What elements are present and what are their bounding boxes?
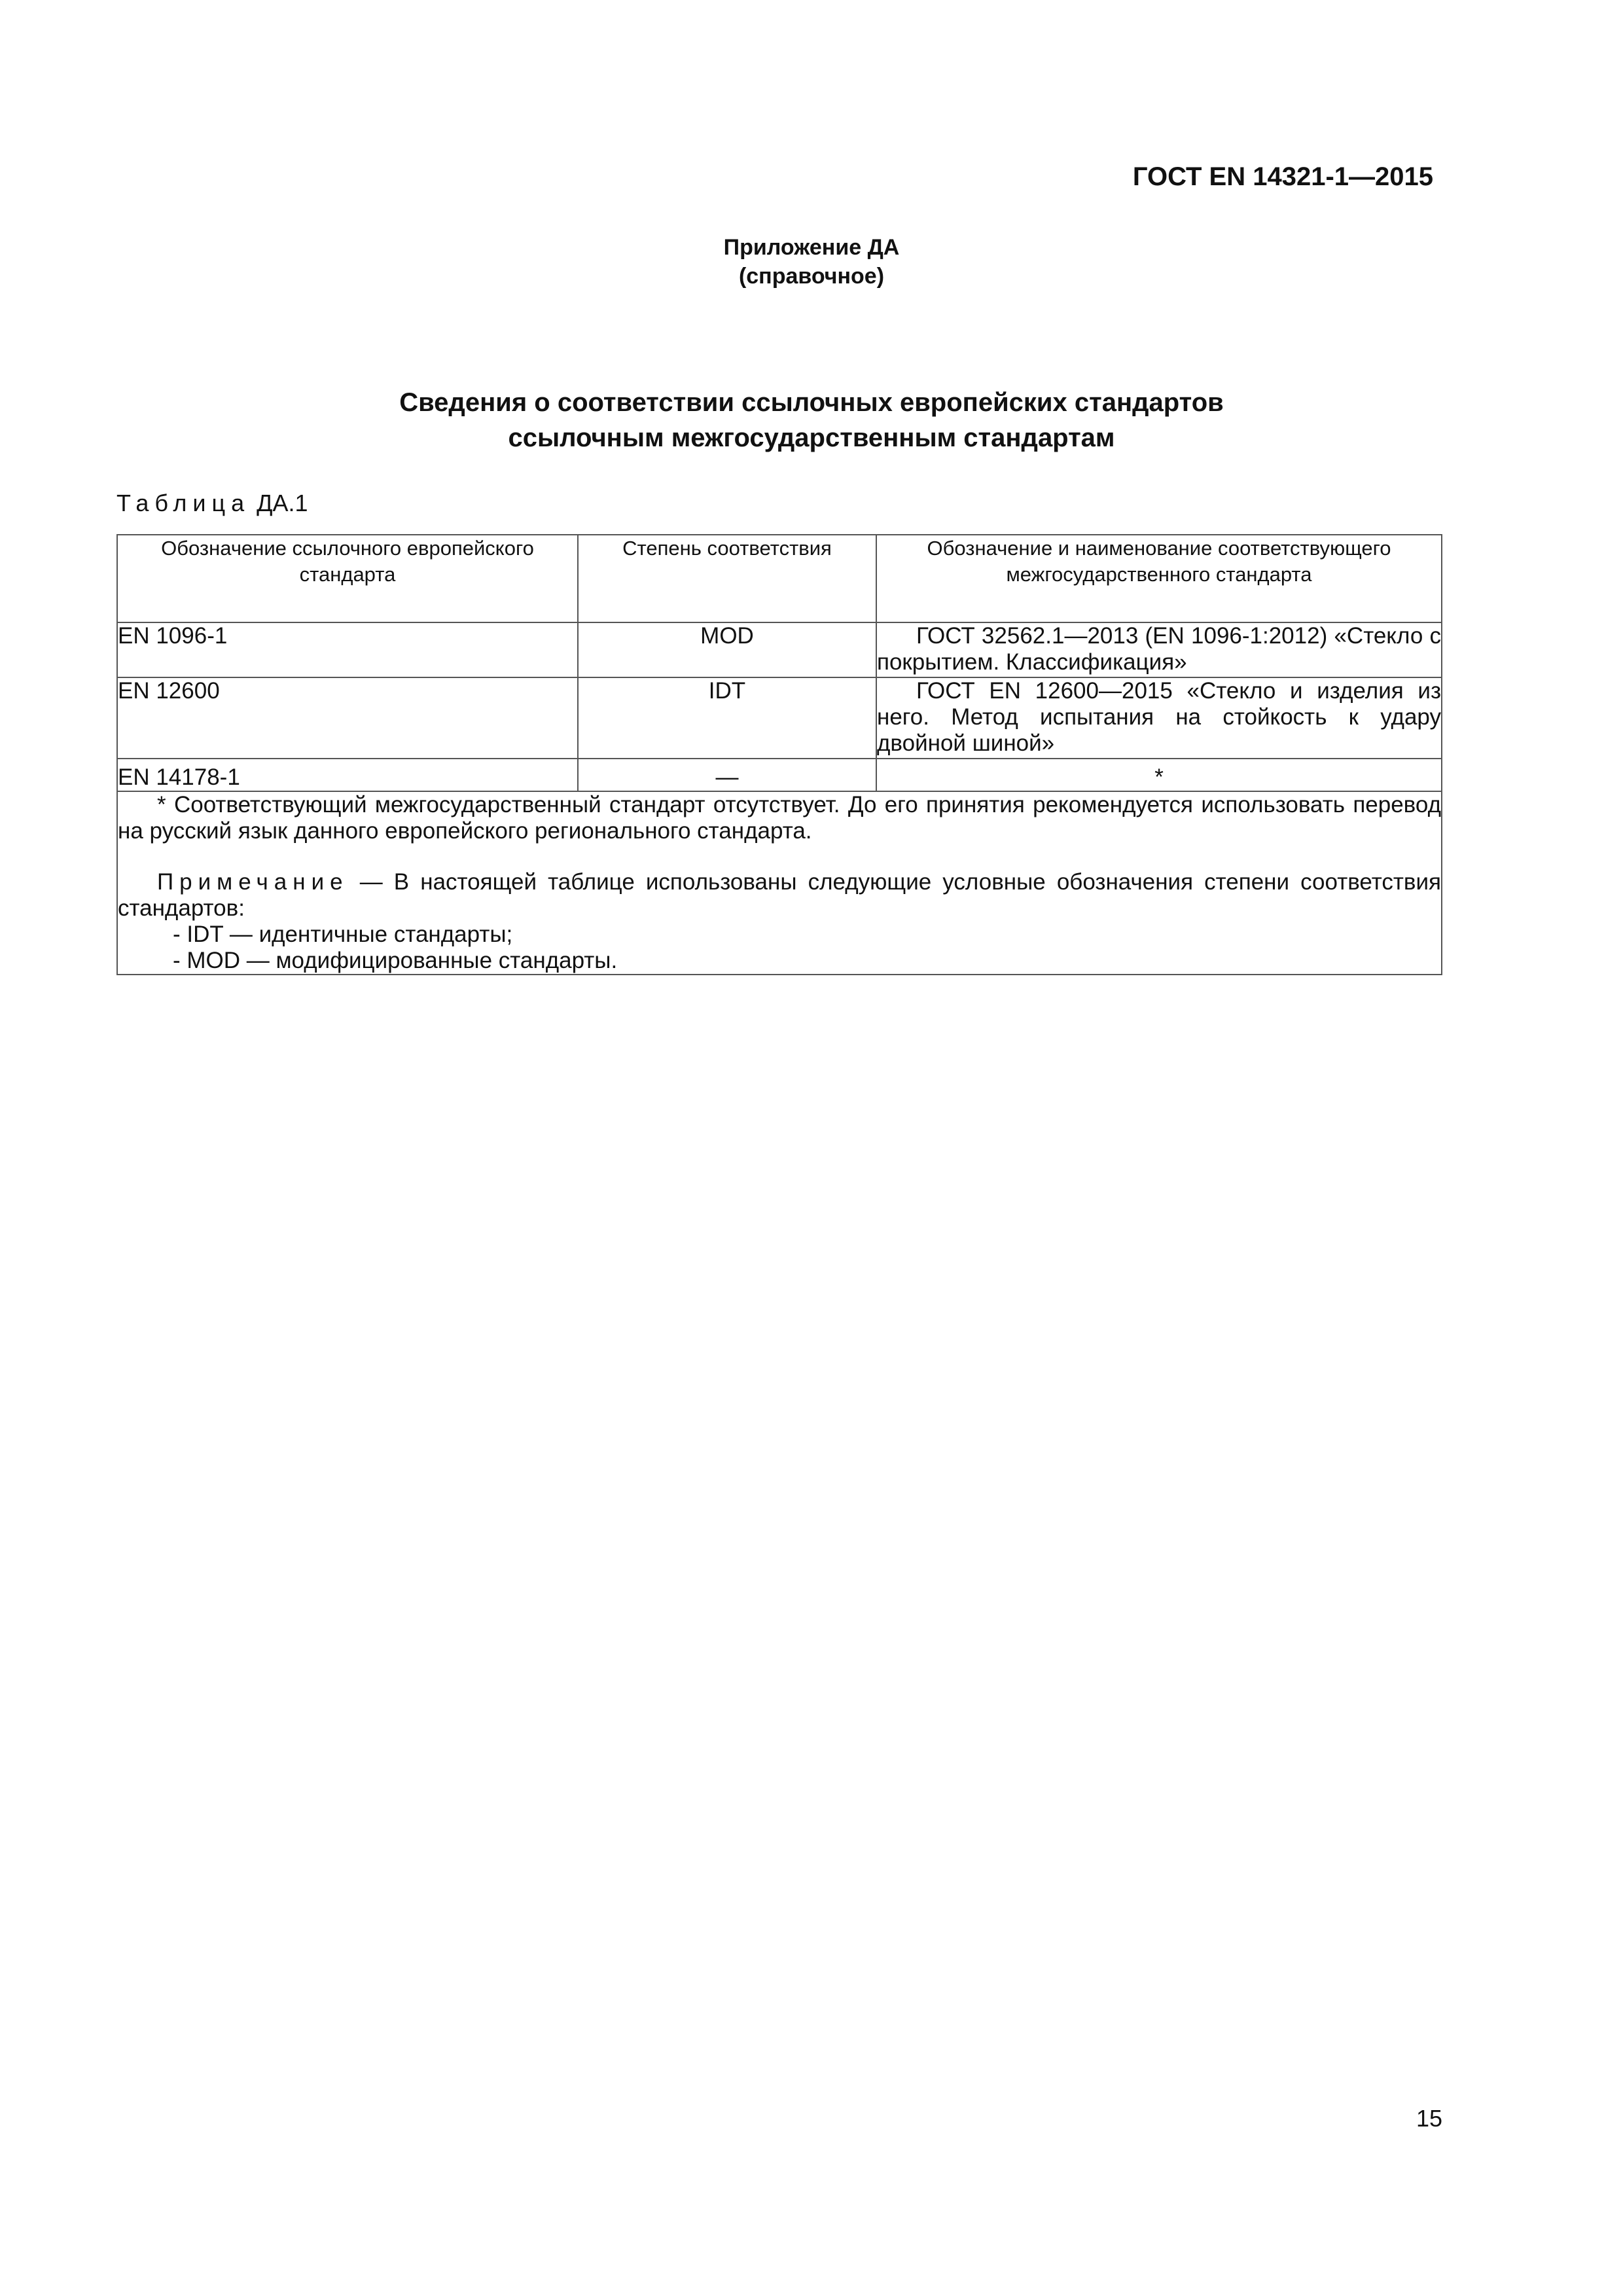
cell-standard: * <box>876 759 1442 791</box>
table-caption <box>116 490 308 517</box>
annex-subtitle: (справочное) <box>738 264 885 289</box>
note-label: Примечание <box>157 869 349 895</box>
cell-ref: EN 1096-1 <box>117 622 578 677</box>
cell-ref: EN 14178-1 <box>117 759 578 791</box>
cell-ref: EN 12600 <box>117 677 578 759</box>
note-item-mod: - MOD — модифицированные стандарты. <box>173 948 618 973</box>
note <box>118 869 1441 922</box>
cell-standard: ГОСТ 32562.1—2013 (EN 1096-1:2012) «Стекло с покрытием. Классификация» <box>876 622 1442 677</box>
annex-title: Приложение ДА <box>723 235 900 260</box>
header-european-standard: Обозначение ссылочного европейского стандарта <box>117 535 578 622</box>
cell-degree: MOD <box>578 622 876 677</box>
document-code: ГОСТ EN 14321-1—2015 <box>1132 162 1433 191</box>
footnote: * Соответствующий межгосударственный стандарт отсутствует. До его принятия рекомендуется использовать перевод на русский язык данного европейского регионального стандарта. <box>118 792 1441 844</box>
table-footer <box>117 791 1442 975</box>
page-number: 15 <box>1416 2105 1442 2132</box>
header-degree: Степень соответствия <box>578 535 876 622</box>
header-interstate-standard: Обозначение и наименование соответствующего межгосударственного стандарта <box>876 535 1442 622</box>
cell-degree: — <box>578 759 876 791</box>
table-row <box>117 622 1442 677</box>
table-caption-label: Таблица <box>116 490 251 516</box>
note-item-idt: - IDT — идентичные стандарты; <box>173 922 513 947</box>
cell-standard: ГОСТ EN 12600—2015 «Стекло и изделия из него. Метод испытания на стойкость к удару двойной шиной» <box>876 677 1442 759</box>
section-heading-line-2: ссылочным межгосударственным стандартам <box>508 423 1115 452</box>
cell-degree: IDT <box>578 677 876 759</box>
table-header-row <box>117 535 1442 622</box>
note-text: — В настоящей таблице использованы следующие условные обозначения степени соответствия стандартов: <box>118 869 1441 921</box>
correspondence-table <box>116 534 1442 975</box>
table-caption-number: ДА.1 <box>250 490 308 516</box>
section-heading-line-1: Сведения о соответствии ссылочных европейских стандартов <box>399 388 1224 417</box>
table-footer-row <box>117 791 1442 975</box>
table-row <box>117 677 1442 759</box>
table-row <box>117 759 1442 791</box>
